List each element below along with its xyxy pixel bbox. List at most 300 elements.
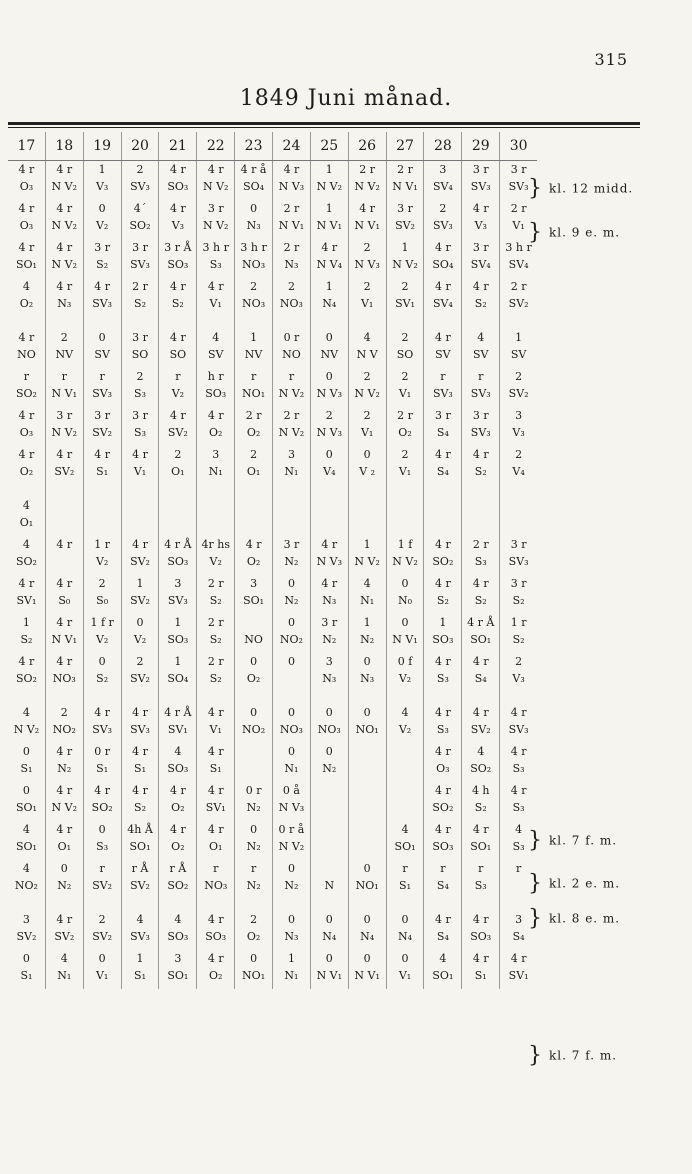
table-cell [273, 743, 311, 782]
cloud-reading: r [175, 370, 181, 383]
table-cell [500, 407, 537, 446]
cloud-reading: 4 r [435, 913, 451, 926]
cloud-reading: 0 f [397, 655, 413, 668]
wind-reading: O₁ [246, 465, 261, 478]
table-cell [462, 860, 500, 899]
wind-reading: N₃ [57, 297, 72, 310]
wind-reading: V₁ [360, 297, 374, 310]
table-cell [235, 278, 273, 317]
cloud-reading: 2 [363, 241, 371, 254]
cloud-reading: 2 r [207, 577, 224, 590]
cloud-reading: 1 [174, 655, 182, 668]
wind-reading [311, 838, 348, 855]
cloud-reading: 4 r [435, 280, 451, 293]
table-cell [121, 536, 159, 575]
cloud-reading [349, 782, 386, 799]
day-header: 23 [235, 132, 273, 161]
wind-reading: SV₃ [92, 297, 113, 310]
table-cell [235, 860, 273, 899]
table-cell [83, 575, 121, 614]
cloud-reading: 3 h r [240, 241, 267, 254]
table-cell [159, 329, 197, 368]
gap-cell [235, 485, 273, 497]
wind-reading: N V₂ [202, 219, 229, 232]
wind-reading: N₃ [322, 672, 337, 685]
wind-reading: NO₁ [242, 969, 266, 982]
wind-reading: S₂ [474, 801, 487, 814]
wind-reading: S₂ [512, 594, 525, 607]
gap-cell [83, 692, 121, 704]
cloud-reading: 4 r [472, 823, 489, 836]
table-cell [8, 446, 45, 485]
day-header: 30 [500, 132, 537, 161]
cloud-reading: 2 r [510, 280, 527, 293]
cloud-reading: 3 [22, 913, 30, 926]
wind-reading: O₃ [19, 180, 34, 193]
table-cell [121, 497, 159, 536]
table-cell [83, 497, 121, 536]
table-cell [197, 536, 235, 575]
cloud-reading [197, 497, 234, 514]
cloud-reading: 4 r Å [467, 616, 495, 629]
wind-reading: SO₃ [167, 258, 189, 271]
gap-cell [159, 692, 197, 704]
wind-reading: N V₂ [354, 180, 380, 193]
cloud-reading: 4 r [435, 331, 451, 344]
table-cell [348, 614, 386, 653]
cloud-reading: 0 [250, 823, 258, 836]
wind-reading: O₃ [19, 219, 34, 232]
wind-reading: V₁ [133, 465, 147, 478]
cloud-reading [349, 821, 386, 838]
wind-reading [424, 514, 461, 531]
table-cell [310, 368, 348, 407]
cloud-reading: 4 r [321, 538, 338, 551]
gap-cell [121, 692, 159, 704]
table-row [8, 950, 537, 989]
gap-cell [386, 317, 424, 329]
cloud-reading: 0 r [94, 745, 111, 758]
cloud-reading: 3 r [435, 409, 451, 422]
table-row [8, 614, 537, 653]
cloud-reading: 2 [401, 370, 409, 383]
table-cell [121, 743, 159, 782]
table-cell [83, 821, 121, 860]
table-cell [348, 743, 386, 782]
cloud-reading: 2 r [245, 409, 262, 422]
cloud-reading: 2 [98, 913, 106, 926]
cloud-reading: 0 [325, 706, 333, 719]
cloud-reading: 2 [60, 331, 68, 344]
wind-reading: SV₃ [167, 594, 188, 607]
cloud-reading: 0 r [283, 331, 300, 344]
table-cell [197, 497, 235, 536]
table-row [8, 278, 537, 317]
wind-reading: S₃ [512, 762, 525, 775]
cloud-reading: 2 [174, 448, 182, 461]
page-title: 1849 Juni månad. [239, 86, 453, 111]
wind-reading: S₂ [436, 594, 449, 607]
table-cell [45, 860, 83, 899]
table-cell [386, 446, 424, 485]
wind-reading: SO₄ [432, 258, 454, 271]
gap-cell [310, 485, 348, 497]
wind-reading: S₂ [171, 297, 184, 310]
table-row [8, 821, 537, 860]
wind-reading: N₃ [360, 672, 375, 685]
table-cell [45, 329, 83, 368]
cloud-reading: 4 r [169, 823, 186, 836]
cloud-reading: 4 r [472, 952, 489, 965]
cloud-reading: 4 r Å [164, 706, 192, 719]
table-cell [462, 653, 500, 692]
cloud-reading: r Å [169, 862, 187, 875]
wind-reading: NO [244, 633, 263, 646]
table-cell [386, 950, 424, 989]
cloud-reading: 0 [363, 913, 371, 926]
wind-reading [84, 514, 121, 531]
gap-cell [159, 485, 197, 497]
cloud-reading: 3 r [283, 538, 300, 551]
table-cell [273, 200, 311, 239]
cloud-reading: 2 [136, 163, 144, 176]
wind-reading [46, 514, 83, 531]
table-cell [159, 950, 197, 989]
cloud-reading: r [250, 370, 257, 383]
table-cell [83, 446, 121, 485]
wind-reading: N V₁ [51, 633, 78, 646]
wind-reading: SO₁ [470, 633, 492, 646]
cloud-reading: 4 r [18, 409, 35, 422]
cloud-reading: 1 [98, 163, 106, 176]
table-cell [159, 653, 197, 692]
wind-reading: SV₄ [508, 258, 529, 271]
wind-reading: S₃ [134, 426, 146, 439]
wind-reading: SV₂ [395, 219, 415, 232]
table-cell [121, 200, 159, 239]
table-cell [235, 407, 273, 446]
cloud-reading: 3 r [510, 538, 527, 551]
table-cell [310, 239, 348, 278]
table-cell [45, 950, 83, 989]
wind-reading: N V₁ [354, 969, 380, 982]
gap-cell [121, 899, 159, 911]
wind-reading: O₂ [246, 672, 261, 685]
table-cell [8, 821, 45, 860]
table-cell [197, 782, 235, 821]
cloud-reading: 4 r [207, 823, 224, 836]
cloud-reading: 3 [287, 448, 295, 461]
table-cell [273, 239, 311, 278]
wind-reading: SO₁ [15, 801, 37, 814]
observation-rows [8, 161, 537, 990]
table-row [8, 782, 537, 821]
cloud-reading: 0 [98, 952, 106, 965]
cloud-reading: 0 [363, 706, 371, 719]
wind-reading: S₄ [436, 426, 449, 439]
wind-reading: N V₃ [278, 180, 305, 193]
row-gap [8, 317, 537, 329]
cloud-reading: 4 r [56, 163, 73, 176]
cloud-reading: 1 [325, 280, 333, 293]
day-header: 21 [159, 132, 197, 161]
table-cell [83, 614, 121, 653]
page-number: 315 [594, 50, 628, 69]
table-cell [310, 497, 348, 536]
cloud-reading [46, 497, 83, 514]
table-cell [273, 497, 311, 536]
table-cell [159, 278, 197, 317]
table-cell [273, 536, 311, 575]
note-text: kl. 2 e. m. [549, 876, 621, 891]
wind-reading: N₄ [360, 930, 375, 943]
table-cell [235, 368, 273, 407]
wind-reading: N V₂ [51, 258, 78, 271]
wind-reading: S₂ [209, 594, 222, 607]
table-cell [424, 200, 462, 239]
wind-reading: N V₁ [354, 219, 380, 232]
table-cell [8, 950, 45, 989]
wind-reading: N V₁ [278, 219, 305, 232]
wind-reading: N V₂ [278, 387, 305, 400]
wind-reading: S₃ [134, 387, 146, 400]
cloud-reading: 0 [250, 655, 258, 668]
table-cell [45, 200, 83, 239]
wind-reading: O₂ [246, 555, 261, 568]
cloud-reading: 4 [22, 862, 30, 875]
wind-reading: O₁ [57, 840, 71, 853]
wind-reading: SO₂ [15, 672, 37, 685]
wind-reading: N₃ [246, 219, 261, 232]
brace-icon: } [528, 906, 543, 931]
wind-reading: N₄ [398, 930, 413, 943]
table-cell [348, 860, 386, 899]
table-cell [348, 782, 386, 821]
wind-reading: S₃ [512, 801, 525, 814]
wind-reading [235, 760, 272, 777]
wind-reading: N₂ [246, 879, 261, 892]
wind-reading: N V₁ [316, 219, 343, 232]
cloud-reading: 3 r [472, 163, 489, 176]
wind-reading: S₁ [134, 969, 146, 982]
cloud-reading: 2 [250, 913, 258, 926]
wind-reading: NO₂ [279, 633, 303, 646]
table-cell [197, 614, 235, 653]
table-cell [424, 911, 462, 950]
gap-cell [462, 317, 500, 329]
gap-cell [500, 317, 537, 329]
cloud-reading: 0 [325, 331, 333, 344]
wind-reading: N₃ [284, 930, 299, 943]
table-cell [348, 239, 386, 278]
cloud-reading: 0 [287, 862, 295, 875]
cloud-reading: 3 [439, 163, 447, 176]
wind-reading: SV₃ [470, 426, 491, 439]
table-cell [159, 860, 197, 899]
wind-reading: N₃ [322, 594, 337, 607]
table-cell [462, 821, 500, 860]
wind-reading: SV₃ [130, 180, 150, 193]
wind-reading [462, 514, 499, 531]
table-cell [121, 860, 159, 899]
wind-reading [311, 799, 348, 816]
cloud-reading [349, 497, 386, 514]
cloud-reading: 4 r [169, 163, 186, 176]
cloud-reading: 2 r [397, 163, 413, 176]
table-cell [462, 497, 500, 536]
cloud-reading: 3 h r [505, 241, 532, 254]
table-cell [83, 653, 121, 692]
wind-reading: V₁ [398, 969, 412, 982]
wind-reading: SO₁ [470, 840, 492, 853]
cloud-reading: 4 r [18, 331, 35, 344]
table-cell [45, 239, 83, 278]
table-cell [235, 782, 273, 821]
cloud-reading: 4 r [321, 577, 338, 590]
wind-reading: SV₃ [92, 723, 113, 736]
wind-reading: N V₂ [51, 180, 78, 193]
table-row [8, 200, 537, 239]
table-cell [424, 497, 462, 536]
gap-cell [83, 317, 121, 329]
wind-reading: N₁ [360, 594, 375, 607]
wind-reading: SO₂ [91, 801, 113, 814]
wind-reading: SO₁ [243, 594, 265, 607]
wind-reading: S₄ [436, 879, 449, 892]
wind-reading: SV₃ [130, 723, 150, 736]
table-cell [121, 161, 159, 201]
cloud-reading: 4 r [56, 784, 73, 797]
note-text: kl. 7 f. m. [549, 833, 618, 848]
table-cell [348, 575, 386, 614]
cloud-reading: 4 r [435, 655, 451, 668]
day-header: 29 [462, 132, 500, 161]
cloud-reading: 4 [477, 331, 485, 344]
gap-cell [424, 317, 462, 329]
cloud-reading: 2 r [207, 655, 224, 668]
table-row [8, 329, 537, 368]
wind-reading: SV₃ [432, 219, 453, 232]
table-cell [500, 278, 537, 317]
table-cell [8, 329, 45, 368]
wind-reading: V₁ [209, 723, 222, 736]
table-cell [273, 911, 311, 950]
cloud-reading: 0 [98, 202, 106, 215]
table-cell [235, 743, 273, 782]
table-cell [273, 161, 311, 201]
wind-reading: V₂ [398, 723, 412, 736]
table-cell [500, 497, 537, 536]
cloud-reading [462, 497, 499, 514]
wind-reading: SV₂ [92, 879, 113, 892]
note-text: kl. 8 e. m. [549, 911, 621, 926]
table-cell [424, 860, 462, 899]
wind-reading: S₂ [474, 297, 487, 310]
table-cell [424, 950, 462, 989]
note-row-2 [528, 222, 620, 244]
table-cell [310, 446, 348, 485]
wind-reading: N V₂ [278, 840, 305, 853]
table-cell [386, 704, 424, 743]
cloud-reading: 0 [401, 577, 409, 590]
gap-cell [386, 485, 424, 497]
cloud-reading: 3 h r [202, 241, 229, 254]
table-cell [462, 239, 500, 278]
cloud-reading [311, 782, 348, 799]
table-cell [424, 782, 462, 821]
table-cell [424, 536, 462, 575]
table-cell [45, 653, 83, 692]
cloud-reading: r [440, 370, 446, 383]
table-cell [273, 446, 311, 485]
cloud-reading: 4 [515, 823, 523, 836]
cloud-reading: 4 r [56, 448, 73, 461]
table-cell [310, 950, 348, 989]
table-cell [462, 368, 500, 407]
wind-reading: S₁ [20, 762, 33, 775]
table-cell [462, 200, 500, 239]
table-cell [8, 575, 45, 614]
wind-reading: S₂ [20, 633, 33, 646]
table-cell [500, 575, 537, 614]
cloud-reading: 0 [250, 706, 258, 719]
day-header: 20 [121, 132, 159, 161]
table-cell [45, 536, 83, 575]
cloud-reading: 0 [287, 655, 295, 668]
wind-reading: NV [244, 348, 263, 361]
cloud-reading: 0 [60, 862, 68, 875]
wind-reading: V₃ [171, 219, 185, 232]
cloud-reading: 0 [287, 745, 295, 758]
cloud-reading: 0 [401, 913, 409, 926]
cloud-reading: 2 [287, 280, 295, 293]
wind-reading: SV₂ [470, 723, 491, 736]
table-cell [45, 821, 83, 860]
cloud-reading: 4h Å [127, 823, 153, 836]
cloud-reading: 4 r [472, 913, 489, 926]
wind-reading: V₂ [209, 555, 222, 568]
table-cell [310, 821, 348, 860]
table-cell [121, 653, 159, 692]
cloud-reading [387, 497, 424, 514]
table-cell [83, 200, 121, 239]
wind-reading: N₂ [284, 555, 299, 568]
note-row-17 [528, 908, 620, 930]
wind-reading: SV₃ [92, 387, 113, 400]
table-cell [462, 536, 500, 575]
cloud-reading: 2 [515, 448, 523, 461]
wind-reading [235, 514, 272, 531]
cloud-reading: 4 r [207, 280, 224, 293]
wind-reading: S₂ [512, 633, 525, 646]
cloud-reading: 2 [515, 370, 523, 383]
wind-reading: N₄ [322, 930, 337, 943]
cloud-reading: 4 r [56, 655, 73, 668]
cloud-reading: 3 r [94, 241, 111, 254]
table-cell [462, 782, 500, 821]
cloud-reading: 4 r [435, 745, 451, 758]
table-cell [159, 575, 197, 614]
cloud-reading: 4 r [435, 784, 451, 797]
wind-reading: S₄ [436, 465, 449, 478]
table-row [8, 536, 537, 575]
wind-reading: N₂ [322, 762, 337, 775]
table-cell [462, 950, 500, 989]
wind-reading: V₂ [398, 672, 412, 685]
table-row [8, 239, 537, 278]
cloud-reading: 2 r [283, 241, 300, 254]
brace-icon: } [528, 176, 543, 201]
